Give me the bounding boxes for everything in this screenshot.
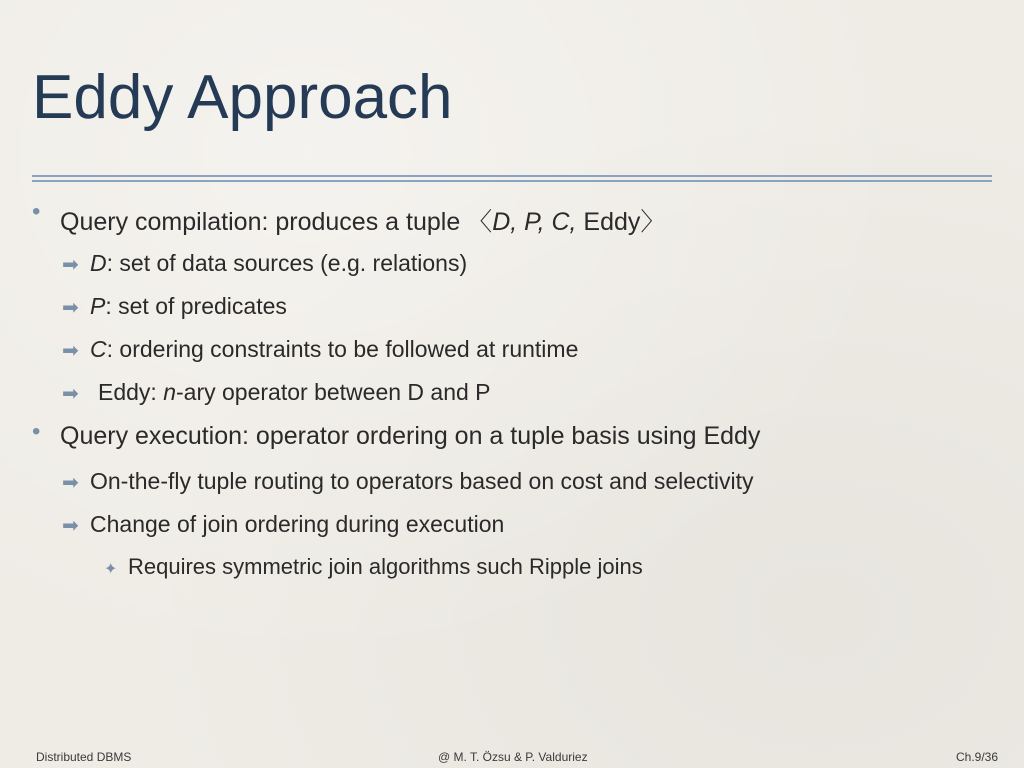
subbullet-text: Change of join ordering during execution [90, 511, 505, 537]
bullet-query-execution [32, 418, 761, 451]
bullet-marker: • [32, 418, 41, 445]
term-c: C [90, 336, 107, 362]
subbullet-predicates [62, 293, 287, 320]
arrow-icon: ➡ [62, 472, 79, 494]
tuple-components: D, P, C, [492, 208, 577, 236]
arrow-icon: ➡ [62, 297, 79, 319]
footer-authors: @ M. T. Özsu & P. Valduriez [438, 750, 588, 764]
subbullet-eddy [62, 379, 491, 406]
footer-page-number: Ch.9/36 [956, 750, 999, 764]
term-d: D [90, 250, 107, 276]
angle-close-symbol: 〉 [640, 208, 666, 236]
arrow-icon: ➡ [62, 340, 79, 362]
bullet-marker: • [32, 198, 41, 225]
subbullet-join-ordering [62, 511, 504, 538]
subbullet-text: : set of predicates [105, 293, 287, 319]
bullet-text: Query execution: operator ordering on a tuple basis using Eddy [60, 422, 761, 450]
subbullet-data-sources [62, 250, 467, 277]
subbullet-text: Eddy: [98, 379, 164, 405]
sparkle-icon: ✦ [104, 561, 118, 578]
title-rule-top [32, 175, 992, 177]
subbullet-text: : set of data sources (e.g. relations) [106, 250, 468, 276]
subsubbullet-text: Requires symmetric join algorithms such Ripple joins [128, 554, 643, 579]
term-n: n [163, 379, 177, 405]
arrow-icon: ➡ [62, 515, 79, 537]
subbullet-text: On-the-fly tuple routing to operators based on cost and selectivity [90, 468, 754, 494]
subbullet-constraints [62, 336, 578, 363]
term-p: P [90, 293, 106, 319]
title-rule-bottom [32, 180, 992, 182]
arrow-icon: ➡ [62, 383, 79, 405]
bullet-query-compilation [32, 198, 666, 238]
subsubbullet-symmetric-joins [104, 554, 643, 580]
subbullet-text-rest: -ary operator between D and P [176, 379, 491, 405]
subbullet-text: : ordering constraints to be followed at runtime [106, 336, 579, 362]
subbullet-tuple-routing [62, 468, 754, 495]
arrow-icon: ➡ [62, 254, 79, 276]
tuple-eddy: Eddy [576, 208, 641, 236]
bullet-text: Query compilation: produces a tuple [60, 208, 468, 236]
angle-open-symbol: 〈 [467, 208, 493, 236]
footer-course: Distributed DBMS [36, 750, 132, 764]
slide-title: Eddy Approach [32, 63, 453, 132]
